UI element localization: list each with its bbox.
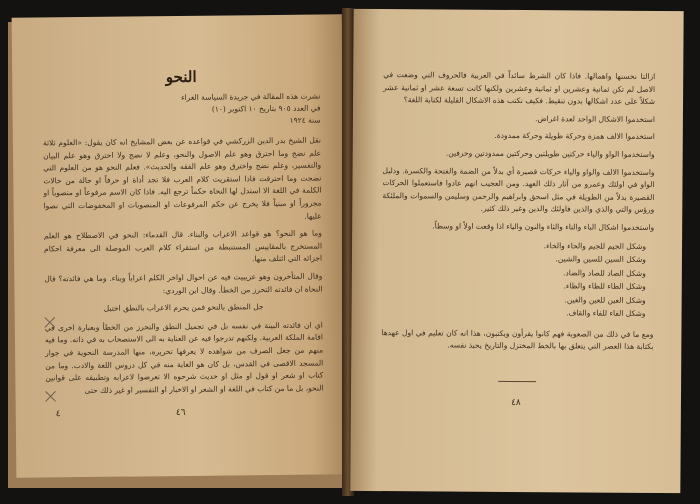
folio-number: ٤: [55, 409, 61, 420]
body-paragraph: ازالتا نحسنها واهمالها. فاذا كان الشرط سائداً في العربية فالحروف التي وضعت في الاصل لم تكن ثمانية وعشرين او ثمانية وعشرين ولكنها كانت تسعة عشر او ثمانية عشر شكلاً على عدد اشكالها بدون تنقيط. فكيف نكتب هذه الاشكال القليلة لكتابة اللغة؟: [383, 70, 656, 107]
pencil-x-mark-icon: [43, 315, 57, 329]
page-number: ٤٦: [175, 407, 186, 419]
list-item: وشكل العين للعين والغين.: [564, 294, 646, 305]
body-paragraph: واستخدموا الواو والياء حركتين طويلتين وحركتين ممدودتين وحرفين.: [445, 148, 655, 159]
page-number: ٤٨: [511, 397, 521, 409]
body-paragraph: وما هو النحو؟ هو قواعد الاعراب والبناء. قال القدماء: النحو في الاصطلاح هو العلم المستخرج بالمقاييس المستنبطة من استقراء كلام العرب الموصلة الى معرفة احكام اجزائه التي ائتلف منها.: [43, 228, 323, 264]
section-divider: [498, 381, 536, 382]
body-paragraph: وقال المتأخرون وهو عزيبيت فيه عن احوال اواخر الكلم اعراباً وبناء. وما هي فائدته؟ قال النحاة ان فائدته التحرز من الخطأ. وقال ابن الوردي:: [44, 271, 323, 295]
list-item: وشكل الطاء للطاء والظاء.: [563, 281, 646, 291]
left-page: [12, 14, 349, 477]
article-title: النحو: [165, 67, 197, 87]
list-item: وشكل الفاء للفاء والقاف.: [566, 308, 646, 318]
list-item: وشكل الجيم للجيم والحاء والخاء.: [543, 240, 647, 251]
body-paragraph: استخدموا الالف همزة وحركة طويلة وحركة ممدودة.: [494, 131, 655, 142]
body-paragraph: نقل الشيخ بدر الدين الزركشي في قواعده عن بعض المشايخ انه كان يقول: «العلوم ثلاثة علم نضج وما احترق وهو علم الاصول والنحو، وعلم لا نضج ولا احترق وهو علم البيان والتفسير، وعلم نضج واحترق وهو علم الفقه والحديث». فعلم النحو هو من العلوم التي نضجت وما احترقت فاذا استقريت كلام العرب فلا تجد أداة او حرفاً او حالة من حالات الكلمة في اللغة الا استدل لها النحاة حكماً ترجع اليه. فاذا كان الاسم مرفوعاً او منصوباً او مجروراً او مبنياً فلا يخرج عن حكم المرفوعات او المنصوبات او المخفوضات التي نصوا عليها.: [42, 135, 322, 221]
list-item: وشكل السين للسين والشين.: [555, 254, 646, 264]
pencil-x-mark-icon: [43, 389, 57, 403]
right-page: [350, 9, 683, 493]
body-paragraph: واستخدموا الالف والواو والياء حركات قصيرة أي بدلاً من الضمة والفتحة والكسرة. ودليل الواو في اولئك وعمرو من آثار ذلك العهد. ومن العجيب انهم عادوا فاستعملوا الحركات القصيرة بدلاً من الطويلة في مثل اسحق وابراهيم والرحمن وسليمن والسموات والملئكة ورؤس والتي والذي والذين فاولئك والذين وغير ذلك كثير.: [382, 165, 655, 215]
publication-note-line: سنة ١٩٢٤: [289, 115, 321, 125]
closing-paragraph: ومع ما في ذلك من الصعوبة فهم كانوا يقرأون ويكتبون، هذا انه كان تعليم في اول عهدها بكتابة هذا العصر التي يتعلق بها بالخط المختزل والتاريخ يحبذ نفسه.: [381, 327, 654, 352]
body-paragraph: واستخدموا اشكال الباء والتاء والثاء والنون والياء اذا وقعت اولاً او وسطاً.: [432, 221, 655, 232]
list-item: وشكل الصاد للصاد والضاد.: [563, 267, 646, 278]
body-paragraph: استخدموا الاشكال الواحد لعدة اغراض.: [535, 113, 655, 124]
publication-note-line: نشرت هذه المقالة في جريدة السياسة الغراء: [180, 91, 321, 102]
publication-note: [42, 91, 320, 130]
publication-note-line: في العدد ٩٠٥ بتاريخ ١٠ اكتوبر (١٠): [211, 103, 321, 114]
verse-line: جل المنطق بالنحو فمن يحرم الاعراب بالنطق اختبل: [103, 302, 264, 313]
body-paragraph: اي ان فائدته البينة في نفسه بل في تجميل النطق والتحرز من الخطأ وبعبارة اخرى في اقامة الملكة العربية. ولكنهم تدرجوا فيه عن العناية به الى الاستصحاب به في ذاته. وما فيه منهم من جعل الصرف من شواهده لا يعرفها تحريره، منها المدرسة النحوية في جوار المسجد الاقصى في القدس، بل كان هو الغاية منه في كل دروس اللغة والادب. وما من كتاب او شعر او قول او مثل او حديث شرحوه الا تعرضوا لاعرابه وتطبيقه على قوانين النحو، بل ما من كتاب في اللغة او الشعر او الاخبار او التفسير او غير ذلك حتى: [44, 320, 324, 395]
letter-shapes-list: [382, 238, 655, 321]
